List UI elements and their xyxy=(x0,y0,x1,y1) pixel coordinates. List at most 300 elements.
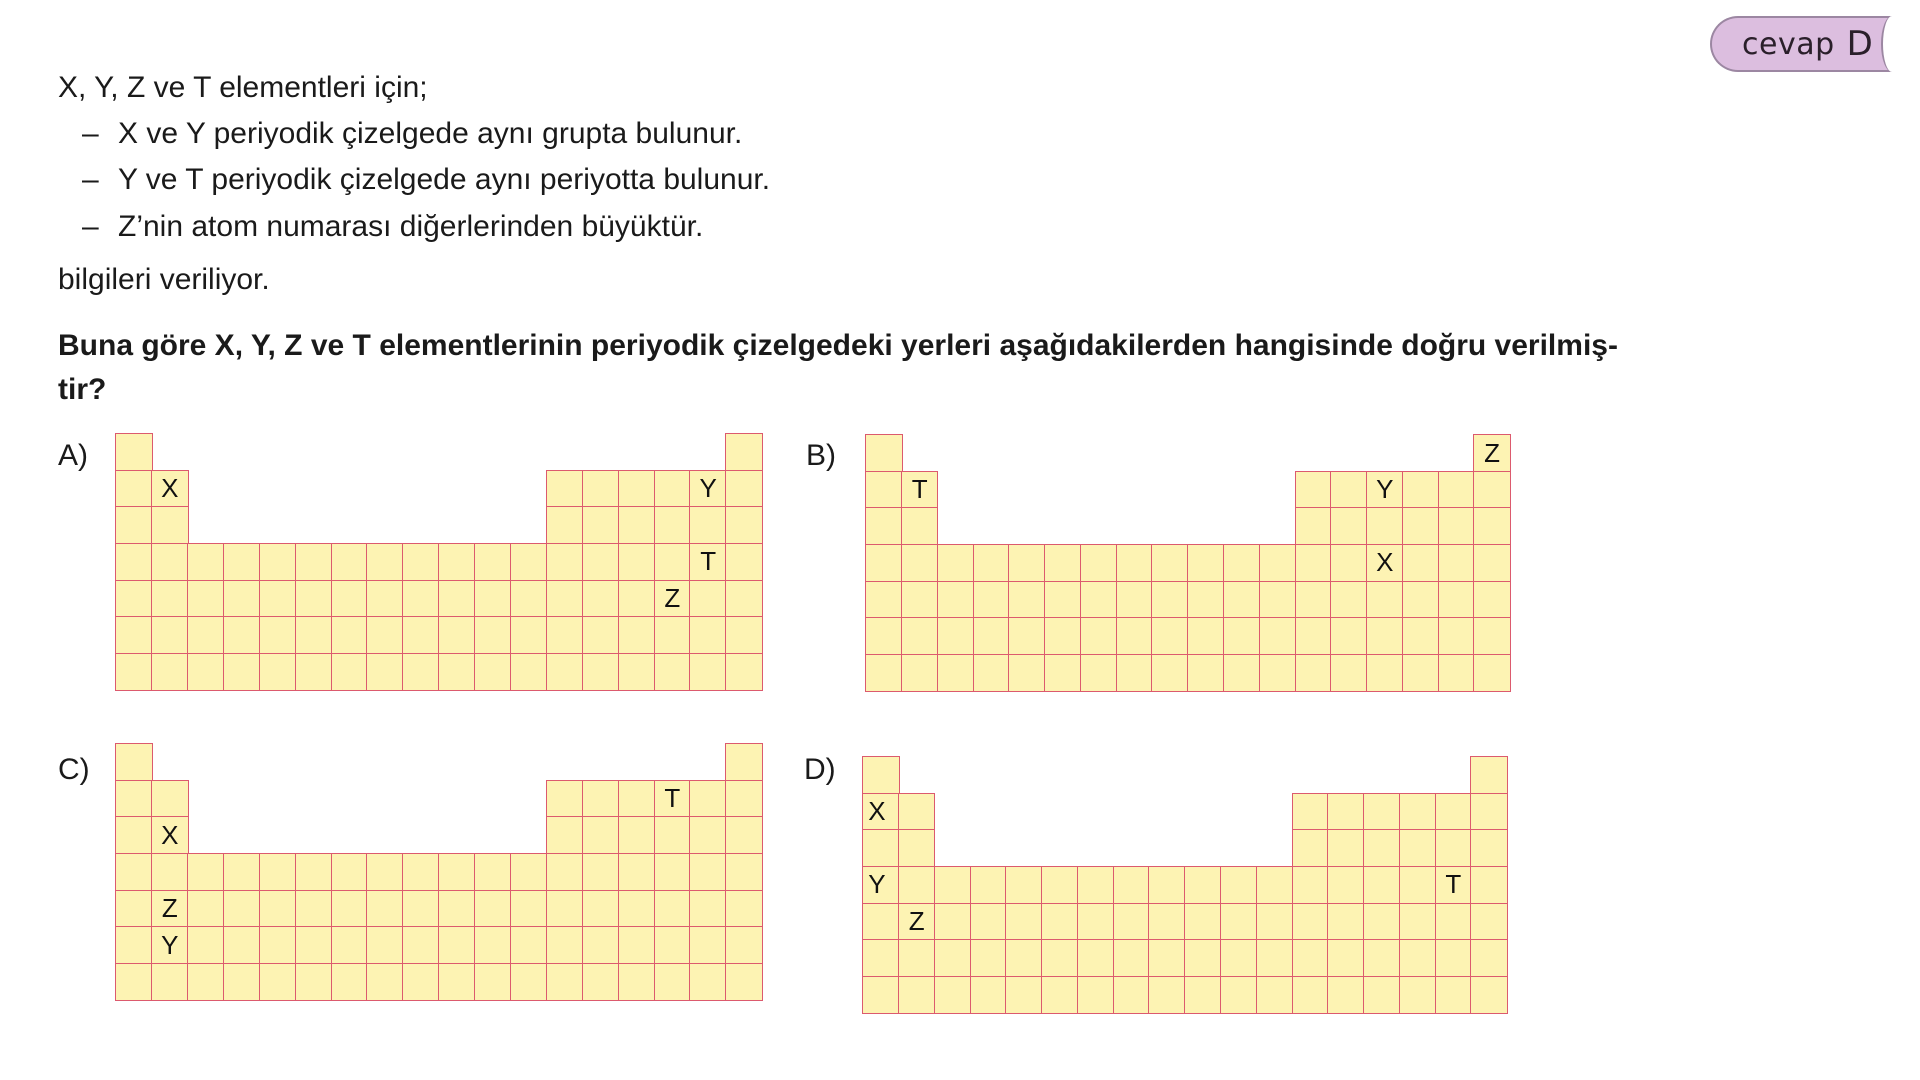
empty-space xyxy=(474,816,511,854)
table-cell xyxy=(934,976,971,1014)
empty-space xyxy=(1044,507,1081,545)
table-cell xyxy=(1113,866,1150,904)
table-cell xyxy=(151,853,188,891)
empty-space xyxy=(1330,434,1367,472)
table-cell xyxy=(366,853,403,891)
table-cell xyxy=(187,853,224,891)
table-cell xyxy=(898,793,935,831)
table-cell xyxy=(865,581,902,619)
bullet-item-3 xyxy=(82,209,703,245)
table-cell xyxy=(546,543,583,581)
bullet-item-1 xyxy=(82,116,742,152)
table-cell xyxy=(1113,976,1150,1014)
table-cell xyxy=(259,890,296,928)
table-cell xyxy=(510,653,547,691)
table-cell xyxy=(1399,793,1436,831)
element-cell-y: Y xyxy=(1366,471,1403,509)
table-cell xyxy=(1470,793,1507,831)
option-c-label[interactable]: C) xyxy=(58,753,90,786)
table-cell xyxy=(1366,617,1403,655)
empty-space xyxy=(402,433,439,471)
table-cell xyxy=(1292,976,1329,1014)
table-cell xyxy=(1435,939,1472,977)
table-cell xyxy=(474,926,511,964)
empty-space xyxy=(1187,434,1224,472)
empty-space xyxy=(474,780,511,818)
table-cell xyxy=(901,617,938,655)
table-cell xyxy=(582,816,619,854)
table-cell xyxy=(1220,866,1257,904)
table-cell xyxy=(689,853,726,891)
empty-space xyxy=(618,743,655,781)
empty-space xyxy=(366,506,403,544)
table-cell xyxy=(725,433,762,471)
table-cell xyxy=(1008,617,1045,655)
element-cell-y: Y xyxy=(151,926,188,964)
table-cell xyxy=(654,616,691,654)
table-cell xyxy=(1295,471,1332,509)
table-cell xyxy=(862,976,899,1014)
empty-space xyxy=(438,816,475,854)
table-cell xyxy=(689,816,726,854)
table-cell xyxy=(1366,507,1403,545)
table-cell xyxy=(1041,939,1078,977)
option-b-label[interactable]: B) xyxy=(806,439,836,472)
table-cell xyxy=(937,617,974,655)
empty-space xyxy=(1151,471,1188,509)
empty-space xyxy=(1184,829,1221,867)
table-cell xyxy=(865,507,902,545)
empty-space xyxy=(1008,434,1045,472)
empty-space xyxy=(1259,471,1296,509)
table-cell xyxy=(1080,617,1117,655)
table-cell xyxy=(259,543,296,581)
table-cell xyxy=(1187,617,1224,655)
empty-space xyxy=(618,433,655,471)
table-cell xyxy=(546,506,583,544)
table-cell xyxy=(937,581,974,619)
table-cell xyxy=(187,543,224,581)
table-cell xyxy=(1256,939,1293,977)
empty-space xyxy=(1184,793,1221,831)
table-cell xyxy=(1005,976,1042,1014)
empty-space xyxy=(331,506,368,544)
table-cell xyxy=(1008,654,1045,692)
table-cell xyxy=(295,926,332,964)
table-cell xyxy=(1184,866,1221,904)
table-cell xyxy=(1005,903,1042,941)
empty-space xyxy=(295,816,332,854)
empty-space xyxy=(1148,756,1185,794)
empty-space xyxy=(1259,434,1296,472)
table-cell xyxy=(438,890,475,928)
table-cell xyxy=(510,616,547,654)
table-cell xyxy=(1041,976,1078,1014)
table-cell xyxy=(654,853,691,891)
question-stem xyxy=(58,324,1738,412)
table-cell xyxy=(546,853,583,891)
empty-space xyxy=(187,743,224,781)
table-cell xyxy=(970,976,1007,1014)
empty-space xyxy=(259,816,296,854)
table-cell xyxy=(510,890,547,928)
table-cell xyxy=(438,963,475,1001)
table-cell xyxy=(654,506,691,544)
table-cell xyxy=(1113,903,1150,941)
table-cell xyxy=(1077,976,1114,1014)
table-cell xyxy=(1363,939,1400,977)
table-cell xyxy=(1363,829,1400,867)
table-cell xyxy=(689,580,726,618)
empty-space xyxy=(654,433,691,471)
table-cell xyxy=(725,743,762,781)
empty-space xyxy=(973,507,1010,545)
table-cell xyxy=(1044,654,1081,692)
table-cell xyxy=(689,506,726,544)
empty-space xyxy=(546,743,583,781)
table-cell xyxy=(1402,471,1439,509)
bullet-text: Z’nin atom numarası diğerlerinden büyüktür. xyxy=(118,210,704,243)
question-line-1: Buna göre X, Y, Z ve T elementlerinin periyodik çizelgedeki yerleri aşağıdakilerden hangisinde doğru verilmiş- xyxy=(58,329,1618,362)
empty-space xyxy=(1220,793,1257,831)
table-cell xyxy=(725,816,762,854)
table-cell xyxy=(115,816,152,854)
empty-space xyxy=(187,470,224,508)
table-cell xyxy=(1470,866,1507,904)
empty-space xyxy=(187,780,224,818)
empty-space xyxy=(1399,756,1436,794)
empty-space xyxy=(510,816,547,854)
empty-space xyxy=(1077,793,1114,831)
table-cell xyxy=(1330,507,1367,545)
empty-space xyxy=(1184,756,1221,794)
table-cell xyxy=(898,939,935,977)
table-cell xyxy=(1151,544,1188,582)
table-cell xyxy=(1295,617,1332,655)
table-cell xyxy=(151,616,188,654)
empty-space xyxy=(474,506,511,544)
table-cell xyxy=(1187,544,1224,582)
empty-space xyxy=(937,434,974,472)
table-cell xyxy=(1041,866,1078,904)
table-cell xyxy=(937,654,974,692)
table-cell xyxy=(689,963,726,1001)
table-cell xyxy=(438,616,475,654)
table-cell xyxy=(1220,903,1257,941)
option-a-label[interactable]: A) xyxy=(58,439,88,472)
empty-space xyxy=(1077,756,1114,794)
table-cell xyxy=(1366,654,1403,692)
table-cell xyxy=(115,653,152,691)
empty-space xyxy=(654,743,691,781)
table-cell xyxy=(725,543,762,581)
table-cell xyxy=(898,976,935,1014)
table-cell xyxy=(1187,581,1224,619)
table-cell xyxy=(725,653,762,691)
empty-space xyxy=(366,780,403,818)
table-cell xyxy=(1330,581,1367,619)
table-cell xyxy=(1148,939,1185,977)
empty-space xyxy=(295,433,332,471)
empty-space xyxy=(970,829,1007,867)
table-cell xyxy=(402,853,439,891)
table-cell xyxy=(546,963,583,1001)
table-cell xyxy=(689,616,726,654)
table-cell xyxy=(725,780,762,818)
table-cell xyxy=(187,580,224,618)
option-b-periodic-table[interactable] xyxy=(866,435,1510,691)
empty-space xyxy=(438,506,475,544)
empty-space xyxy=(295,780,332,818)
table-cell xyxy=(1399,829,1436,867)
empty-space xyxy=(1151,434,1188,472)
table-cell xyxy=(259,616,296,654)
bullet-item-2 xyxy=(82,162,770,198)
table-cell xyxy=(151,580,188,618)
table-cell xyxy=(582,580,619,618)
dash-icon: – xyxy=(82,163,99,196)
table-cell xyxy=(725,580,762,618)
table-cell xyxy=(546,780,583,818)
empty-space xyxy=(223,780,260,818)
table-cell xyxy=(295,653,332,691)
table-cell xyxy=(1080,544,1117,582)
empty-space xyxy=(295,506,332,544)
table-cell xyxy=(862,939,899,977)
empty-space xyxy=(1077,829,1114,867)
table-cell xyxy=(1113,939,1150,977)
empty-space xyxy=(151,743,188,781)
table-cell xyxy=(689,926,726,964)
table-cell xyxy=(1292,793,1329,831)
empty-space xyxy=(898,756,935,794)
table-cell xyxy=(438,926,475,964)
element-cell-x: X xyxy=(151,470,188,508)
table-cell xyxy=(223,543,260,581)
table-cell xyxy=(1259,617,1296,655)
empty-space xyxy=(1008,507,1045,545)
table-cell xyxy=(654,816,691,854)
table-cell xyxy=(1223,654,1260,692)
empty-space xyxy=(1116,507,1153,545)
empty-space xyxy=(1363,756,1400,794)
table-cell xyxy=(901,581,938,619)
table-cell xyxy=(654,470,691,508)
table-cell xyxy=(618,926,655,964)
table-cell xyxy=(402,580,439,618)
empty-space xyxy=(438,433,475,471)
empty-space xyxy=(1041,829,1078,867)
empty-space xyxy=(1327,756,1364,794)
table-cell xyxy=(654,890,691,928)
table-cell xyxy=(331,963,368,1001)
empty-space xyxy=(331,780,368,818)
table-cell xyxy=(546,926,583,964)
table-cell xyxy=(474,543,511,581)
empty-space xyxy=(970,793,1007,831)
option-a-periodic-table[interactable] xyxy=(116,434,762,690)
table-cell xyxy=(582,506,619,544)
table-cell xyxy=(510,926,547,964)
table-cell xyxy=(1473,507,1510,545)
table-cell xyxy=(973,544,1010,582)
table-cell xyxy=(725,616,762,654)
empty-space xyxy=(1151,507,1188,545)
table-cell xyxy=(934,903,971,941)
empty-space xyxy=(1113,756,1150,794)
empty-space xyxy=(223,470,260,508)
empty-space xyxy=(474,743,511,781)
table-cell xyxy=(1295,544,1332,582)
table-cell xyxy=(1008,544,1045,582)
table-cell xyxy=(865,471,902,509)
table-cell xyxy=(366,543,403,581)
table-cell xyxy=(115,780,152,818)
table-cell xyxy=(1327,903,1364,941)
empty-space xyxy=(259,743,296,781)
empty-space xyxy=(223,743,260,781)
empty-space xyxy=(1223,434,1260,472)
empty-space xyxy=(366,470,403,508)
table-cell xyxy=(970,903,1007,941)
table-cell xyxy=(331,653,368,691)
empty-space xyxy=(1044,471,1081,509)
table-cell xyxy=(970,939,1007,977)
table-cell xyxy=(151,963,188,1001)
table-cell xyxy=(295,890,332,928)
table-cell xyxy=(223,616,260,654)
empty-space xyxy=(510,506,547,544)
element-cell-t: T xyxy=(689,543,726,581)
empty-space xyxy=(689,433,726,471)
empty-space xyxy=(295,470,332,508)
table-cell xyxy=(1473,581,1510,619)
table-cell xyxy=(689,780,726,818)
option-c-periodic-table[interactable] xyxy=(116,744,762,1000)
table-cell xyxy=(865,654,902,692)
table-cell xyxy=(970,866,1007,904)
table-cell xyxy=(725,506,762,544)
table-cell xyxy=(725,963,762,1001)
answer-badge-label: cevap xyxy=(1742,26,1835,62)
table-cell xyxy=(582,470,619,508)
table-cell xyxy=(1470,976,1507,1014)
empty-space xyxy=(402,470,439,508)
empty-space xyxy=(223,506,260,544)
table-cell xyxy=(510,543,547,581)
table-cell xyxy=(1184,939,1221,977)
table-cell xyxy=(1044,581,1081,619)
table-cell xyxy=(1295,654,1332,692)
table-cell xyxy=(1473,471,1510,509)
table-cell xyxy=(510,853,547,891)
table-cell xyxy=(259,853,296,891)
table-cell xyxy=(223,853,260,891)
empty-space xyxy=(546,433,583,471)
table-cell xyxy=(187,653,224,691)
table-cell xyxy=(1151,654,1188,692)
table-cell xyxy=(1470,829,1507,867)
table-cell xyxy=(402,963,439,1001)
empty-space xyxy=(402,743,439,781)
table-cell xyxy=(1148,866,1185,904)
table-cell xyxy=(187,926,224,964)
table-cell xyxy=(115,580,152,618)
empty-space xyxy=(1113,793,1150,831)
table-cell xyxy=(1402,617,1439,655)
table-cell xyxy=(151,780,188,818)
table-cell xyxy=(1435,976,1472,1014)
element-cell-t: T xyxy=(1435,866,1472,904)
table-cell xyxy=(1080,581,1117,619)
table-cell xyxy=(1223,581,1260,619)
table-cell xyxy=(1363,793,1400,831)
table-cell xyxy=(546,580,583,618)
table-cell xyxy=(1438,507,1475,545)
table-cell xyxy=(366,580,403,618)
empty-space xyxy=(934,829,971,867)
table-cell xyxy=(187,890,224,928)
empty-space xyxy=(438,743,475,781)
option-d-label[interactable]: D) xyxy=(804,753,836,786)
table-cell xyxy=(402,890,439,928)
table-cell xyxy=(618,470,655,508)
table-cell xyxy=(115,433,152,471)
empty-space xyxy=(366,433,403,471)
table-cell xyxy=(1402,544,1439,582)
table-cell xyxy=(725,890,762,928)
empty-space xyxy=(1041,756,1078,794)
empty-space xyxy=(1435,756,1472,794)
table-cell xyxy=(1259,544,1296,582)
table-cell xyxy=(1151,617,1188,655)
table-cell xyxy=(1044,617,1081,655)
element-cell-y: Y xyxy=(862,866,899,904)
table-cell xyxy=(901,654,938,692)
table-cell xyxy=(402,653,439,691)
empty-space xyxy=(402,506,439,544)
table-cell xyxy=(865,544,902,582)
table-cell xyxy=(1292,866,1329,904)
empty-space xyxy=(151,433,188,471)
table-cell xyxy=(865,434,902,472)
table-cell xyxy=(1116,617,1153,655)
empty-space xyxy=(937,507,974,545)
outro-text: bilgileri veriliyor. xyxy=(58,263,270,296)
empty-space xyxy=(973,471,1010,509)
table-cell xyxy=(295,853,332,891)
table-cell xyxy=(151,543,188,581)
table-cell xyxy=(331,543,368,581)
element-cell-z: Z xyxy=(898,903,935,941)
table-cell xyxy=(618,780,655,818)
table-cell xyxy=(1473,617,1510,655)
table-cell xyxy=(934,939,971,977)
table-cell xyxy=(259,653,296,691)
element-cell-z: Z xyxy=(654,580,691,618)
empty-space xyxy=(901,434,938,472)
option-d-periodic-table[interactable] xyxy=(863,757,1507,1013)
empty-space xyxy=(689,743,726,781)
empty-space xyxy=(1116,434,1153,472)
table-cell xyxy=(1330,544,1367,582)
empty-space xyxy=(259,506,296,544)
table-cell xyxy=(1438,544,1475,582)
table-cell xyxy=(1327,939,1364,977)
table-cell xyxy=(862,829,899,867)
dash-icon: – xyxy=(82,117,99,150)
table-cell xyxy=(618,853,655,891)
